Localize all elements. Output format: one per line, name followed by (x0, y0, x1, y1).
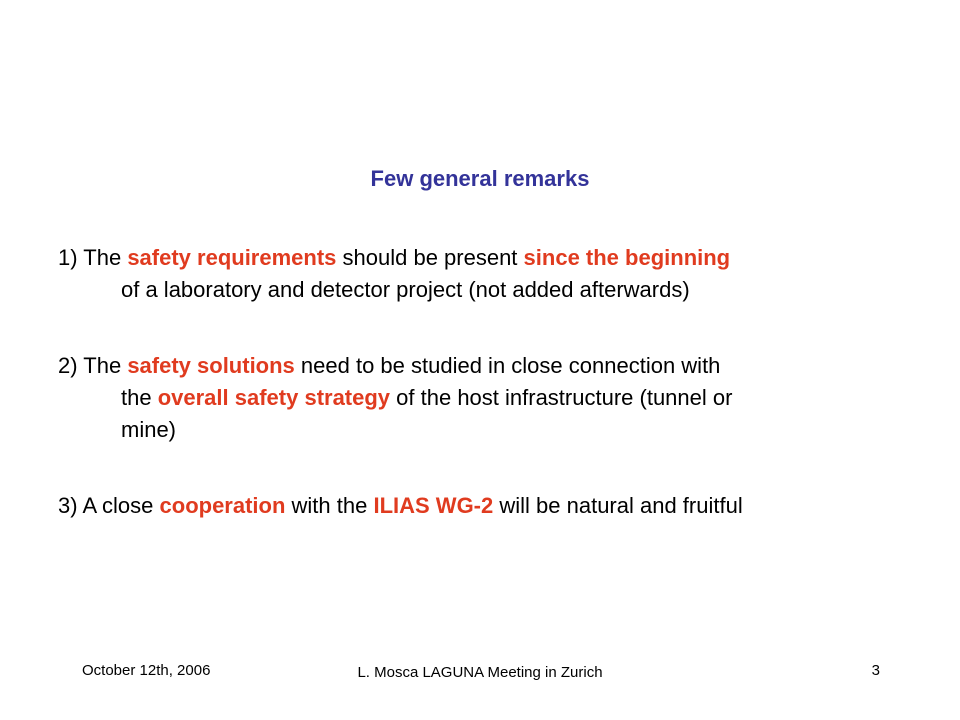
remark-3-text-a: 3) A close (58, 493, 160, 518)
footer-date: October 12th, 2006 (82, 662, 211, 679)
remark-1-text-a: 1) The (58, 245, 128, 270)
slide-title: Few general remarks (370, 166, 590, 191)
remark-1-continuation: of a laboratory and detector project (not added afterwards) (121, 277, 690, 302)
remark-2-continuation-2: mine) (121, 417, 177, 442)
remark-1-highlight-since-beginning: since the beginning (523, 245, 731, 270)
remark-2-continuation (58, 382, 918, 414)
remark-1 (58, 242, 918, 306)
remark-3-highlight-ilias: ILIAS WG-2 (373, 493, 494, 518)
remark-2-text-a: 2) The (58, 353, 128, 378)
remark-2-cont-text-b: of the host infrastructure (tunnel or (390, 385, 733, 410)
remark-1-highlight-safety-requirements: safety requirements (127, 245, 337, 270)
footer-page-number: 3 (871, 662, 880, 679)
remark-3 (58, 490, 918, 522)
remark-2-text-b: need to be studied in close connection with (294, 353, 721, 378)
remark-2 (58, 350, 918, 446)
remark-2-cont-text-a: the (121, 385, 158, 410)
remark-1-text-b: should be present (336, 245, 524, 270)
remark-3-text-c: will be natural and fruitful (493, 493, 743, 518)
footer-author-meeting: L. Mosca LAGUNA Meeting in Zurich (357, 664, 603, 681)
remark-3-text-b: with the (285, 493, 374, 518)
remark-2-highlight-overall-strategy: overall safety strategy (157, 385, 391, 410)
remark-2-highlight-safety-solutions: safety solutions (127, 353, 295, 378)
remark-3-highlight-cooperation: cooperation (159, 493, 286, 518)
